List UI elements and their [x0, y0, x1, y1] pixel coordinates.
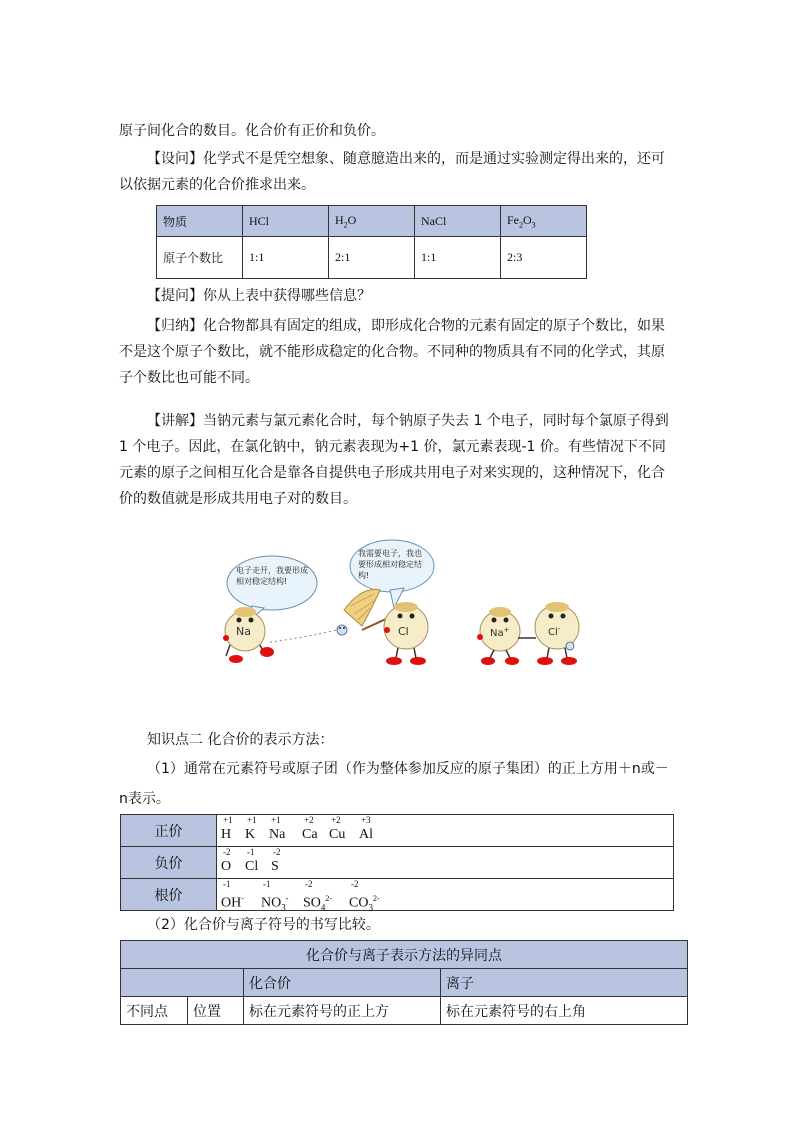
radical-valence-cell	[217, 879, 674, 911]
tag-label: 【归纳】	[147, 318, 203, 334]
positive-valence-cell	[217, 815, 674, 847]
comparison-title: 化合价与离子表示方法的异同点	[121, 941, 688, 969]
paragraph-text: 化学式不是凭空想象、随意臆造出来的，而是通过实验测定得出来的，还可以依据元素的化合价推求出来。	[119, 151, 665, 193]
valence-charge: +2	[304, 815, 314, 825]
section-title-text: 知识点二 化合价的表示方法：	[147, 732, 334, 748]
valence-charge: +3	[361, 815, 371, 825]
header-h2o: $H_2O$	[329, 206, 415, 237]
element-symbol: O	[221, 859, 232, 874]
bubble-na-text: 电子走开，我要形成相对稳定结构!	[236, 566, 308, 586]
electron-icon	[337, 625, 347, 635]
element-symbol: $SO_4^{2-}$	[303, 894, 333, 913]
na-ion-label: Na	[490, 628, 504, 639]
header-fe2o3: $Fe_2O_3$	[501, 206, 587, 237]
paragraph-notation-rule	[119, 754, 675, 814]
element-symbol: S	[271, 859, 279, 874]
header-nacl: NaCl	[415, 206, 501, 237]
paragraph-text: 化合物都具有固定的组成，即形成化合物的元素有固定的原子个数比，如果不是这个原子个数比，就不能形成稳定的化合物。不同种的物质具有不同的化学式，其原子个数比也可能不同。	[119, 318, 665, 386]
valence-charge: -2	[273, 847, 281, 857]
valence-charge: -2	[223, 847, 231, 857]
paragraph-text: 当钠元素与氯元素化合时，每个钠原子失去 1 个电子，同时每个氯原子得到 1 个电子。因此，在氯化钠中，钠元素表现为+1 价，氯元素表现-1 价。有些情况下不同元素的原子之间相互化合是靠各自提供电子形成共用电子对来实现的，这种情况下，化合价的数值就是形成共用电子对的数目。	[119, 413, 669, 507]
negative-valence-cell	[217, 847, 674, 879]
valence-charge: +1	[271, 815, 281, 825]
ratio-table	[156, 205, 587, 279]
row-label-radical: 根价	[121, 879, 217, 911]
valence-charge: -1	[247, 847, 255, 857]
element-symbol: Cu	[329, 827, 346, 842]
row-label-ratio: 原子个数比	[157, 237, 243, 279]
ion-position-cell: 标在元素符号的右上角	[441, 997, 688, 1025]
valence-charge: -1	[263, 879, 271, 889]
paragraph-question	[119, 146, 675, 198]
na-label: Na	[236, 625, 251, 638]
element-symbol: Na	[269, 827, 286, 842]
header-ion: 离子	[441, 969, 688, 997]
electron-transfer-illustration	[212, 538, 592, 670]
ratio-cell: 1:1	[415, 237, 501, 279]
paragraph-compare	[147, 912, 667, 938]
valence-charge: -2	[305, 879, 313, 889]
net-icon	[344, 589, 388, 630]
valence-charge: +1	[247, 815, 257, 825]
valence-charge: +2	[331, 815, 341, 825]
header-hcl: HCl	[243, 206, 329, 237]
ratio-cell: 2:1	[329, 237, 415, 279]
cl-label: Cl	[398, 625, 409, 638]
paragraph-text: 你从上表中获得哪些信息？	[203, 288, 371, 304]
sodium-atom-character	[223, 607, 274, 663]
empty-header	[121, 969, 244, 997]
row-label-positive: 正价	[121, 815, 217, 847]
sodium-ion-character	[477, 607, 520, 665]
valence-charge: +1	[223, 815, 233, 825]
header-substance: 物质	[157, 206, 243, 237]
row-label-position: 位置	[188, 997, 244, 1025]
header-valence: 化合价	[244, 969, 441, 997]
element-symbol: OH-	[221, 894, 244, 911]
valence-charge: -2	[351, 879, 359, 889]
valence-charge: -1	[223, 879, 231, 889]
electron-path	[270, 630, 337, 642]
bubble-cl-text: 我需要电子，我也要形成相对稳定结构!	[358, 549, 422, 580]
chlorine-atom-character	[384, 602, 428, 665]
paragraph-text: （2）化合价与离子符号的书写比较。	[147, 917, 380, 933]
element-symbol: $NO_3^-$	[261, 894, 289, 913]
element-symbol: $CO_3^{2-}$	[349, 894, 380, 913]
cl-ion-label: Cl	[548, 627, 558, 638]
element-symbol: Cl	[245, 859, 259, 874]
element-symbol: H	[221, 827, 232, 842]
tag-label: 【讲解】	[147, 413, 203, 429]
valence-table	[120, 814, 674, 911]
valence-position-cell: 标在元素符号的正上方	[244, 997, 441, 1025]
chloride-ion-character	[535, 602, 579, 665]
paragraph-text: （1）通常在元素符号或原子团（作为整体参加反应的原子集团）的正上方用＋n或－n表示。	[119, 761, 669, 807]
paragraph-valence-intro	[119, 118, 675, 144]
paragraph-summary	[119, 313, 675, 391]
tag-label: 【提问】	[147, 288, 203, 304]
paragraph-prompt	[119, 283, 675, 309]
cl-ion-charge: -	[557, 625, 561, 633]
comparison-table	[120, 940, 688, 1025]
paragraph-text: 原子间化合的数目。化合价有正价和负价。	[119, 123, 385, 139]
ratio-cell: 2:3	[501, 237, 587, 279]
row-label-negative: 负价	[121, 847, 217, 879]
section-title	[147, 727, 667, 753]
element-symbol: Al	[359, 827, 373, 842]
row-label-difference: 不同点	[121, 997, 188, 1025]
tag-label: 【设问】	[147, 151, 203, 167]
na-ion-charge: +	[503, 626, 510, 634]
paragraph-explanation	[119, 408, 675, 512]
element-symbol: Ca	[302, 827, 318, 842]
ratio-cell: 1:1	[243, 237, 329, 279]
element-symbol: K	[245, 827, 256, 842]
